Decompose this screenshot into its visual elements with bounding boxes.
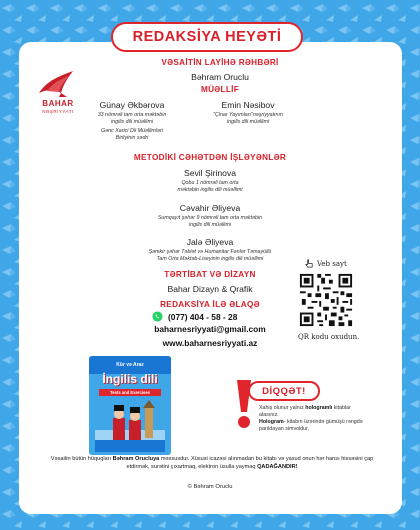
qr-code[interactable] <box>298 272 354 328</box>
warning-title <box>248 381 320 401</box>
method-person-name: Cəvahir Əliyeva <box>179 203 241 213</box>
qr-top-label: Veb sayt <box>317 259 347 268</box>
project-lead-heading: VƏSAİTİN LAYİHƏ RƏHBƏRİ <box>161 58 279 67</box>
method-person-name: Sevil Şirinova <box>183 168 237 178</box>
email-link[interactable]: baharnesriyyati@gmail.com <box>154 324 266 334</box>
copyright-text: © Bəhram Oruclu <box>187 484 233 490</box>
phone-row <box>152 311 302 322</box>
method-person-desc: Sumqayıt şəhər 9 nömrəli tam orta məktəbin ingilis dili müəllimi <box>157 215 263 228</box>
method-person-desc: Qobu 1 nömrəli tam orta məktəbin ingilis dili müəllimi <box>177 180 243 193</box>
whatsapp-icon <box>152 311 163 322</box>
contact-heading: REDAKSİYA İLƏ ƏLAQƏ <box>160 300 260 309</box>
hand-pointer-icon <box>305 259 314 268</box>
author-desc-right: "Çinar Yayımları"nəşriyyatının ingilis dili müəllimi <box>213 112 283 125</box>
author-name-right: Emin Nəsibov <box>221 100 275 110</box>
qr-top-label-row <box>305 259 347 268</box>
design-heading: TƏRTİBAT VƏ DİZAYN <box>164 270 256 279</box>
design-name: Bahar Dizayn & Qrafik <box>167 284 253 294</box>
method-person-desc: Şəmkir şəhər Təbiət və Humanitar Fənlər Təmayüllü Tam Orta Məktəb-Liseyinin ingilis dili müəllimi <box>148 249 272 262</box>
authors-heading: MÜƏLLİF <box>200 85 240 94</box>
warning-text: Xahiş olunur yalnız hologramlı kitablar alasınız. Hologram- kitabın üzərində gümüşü rəngdə parıldayan simvoldur. <box>259 405 363 432</box>
qr-bottom-label: QR kodu oxudun. <box>298 333 360 341</box>
book-cover-subtitle: Kür və Araz <box>116 362 144 368</box>
book-cover-illustration <box>95 400 165 452</box>
book-cover-title: İngilis dili <box>102 372 158 386</box>
page-title <box>111 22 303 52</box>
author-name-left: Günay Əkbərova <box>99 100 165 110</box>
project-lead-name: Bəhram Oruclu <box>191 72 249 82</box>
logo-subtitle: NƏŞRİYYATI <box>42 109 74 114</box>
book-cover-image <box>89 356 171 455</box>
methodology-heading: METODİKİ CƏHƏTDƏN İŞLƏYƏNLƏR <box>133 153 287 162</box>
page-title-text: REDAKSİYA HEYƏTİ <box>132 29 282 45</box>
phone-number: (077) 404 - 58 - 28 <box>168 311 238 322</box>
book-cover-ribbon: Tests and Exercises <box>99 389 161 396</box>
logo-name: BAHAR <box>42 99 74 108</box>
rights-notice: Vəsaitin bütün hüquqları Bəhram Orucluya məxsusdur. Xüsusi icazəsi alınmadan bu kitabı və yaxud onun hər hansı hissəsini çap etdirmək, surətini çıxartmaq, elektron üsulla yaymaq QADAĞANDIR! <box>50 456 374 470</box>
method-person-name: Jalə Əliyeva <box>186 237 234 247</box>
website-link[interactable]: www.baharnesriyyati.az <box>162 338 258 348</box>
author-desc-left: 33 nömrəli tam orta məktəbin ingilis dili müəllimi Gənc Xarici Dil Müəllimləri Birliyinin sədri <box>97 112 167 141</box>
warning-title-text: DİQQƏT! <box>262 385 306 397</box>
